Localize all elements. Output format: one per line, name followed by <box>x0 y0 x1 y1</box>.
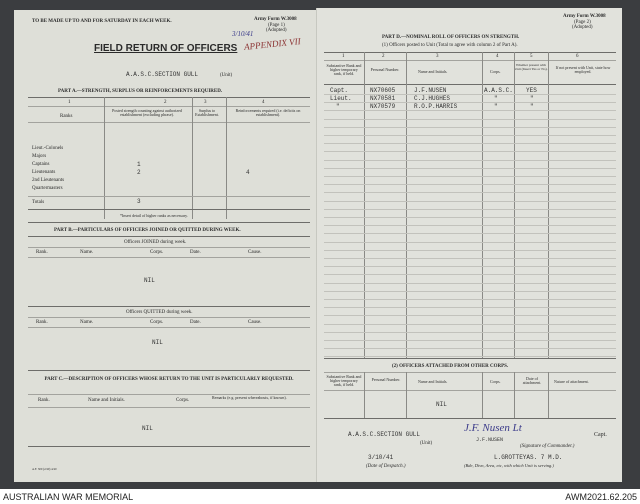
col-num: 1 <box>68 100 71 105</box>
rank-label: Majors <box>32 154 47 159</box>
roll-line <box>324 160 616 161</box>
rule <box>28 257 310 258</box>
roll-line <box>324 258 616 259</box>
attached-col-head: Name and Initials. <box>418 379 448 384</box>
rule <box>324 84 616 85</box>
roll-line <box>324 119 616 120</box>
col-divider <box>104 97 105 219</box>
row-corps: " <box>494 95 498 102</box>
joined-col-head: Cause. <box>248 250 262 255</box>
row-name: C.J.HUGHES <box>414 95 451 102</box>
roll-line <box>324 291 616 292</box>
col-head: Corps. <box>490 69 501 74</box>
footer-bar <box>0 489 640 504</box>
roll-line <box>324 94 616 95</box>
totals-value: 3 <box>137 198 141 205</box>
col-divider <box>364 52 365 358</box>
quitted-col-head: Corps. <box>150 320 164 325</box>
col-head-surplus: Surplus to Establishment. <box>195 108 219 117</box>
roll-line <box>324 151 616 152</box>
despatch-date-label: (Date of Despatch.) <box>366 464 406 469</box>
col-head-ranks: Ranks <box>60 114 73 119</box>
attached-col-head: Substantive Rank and higher temporary rank, if held. <box>326 374 362 387</box>
roll-line <box>324 250 616 251</box>
quitted-heading: Officers QUITTED during week. <box>126 310 193 315</box>
row-rank: Capt. <box>330 87 349 94</box>
unit-label: (Unit) <box>220 73 233 78</box>
rank-label: Quartermasters <box>32 186 63 191</box>
rule <box>28 327 310 328</box>
rule <box>324 358 616 359</box>
rule <box>28 222 310 223</box>
rule <box>28 196 310 197</box>
attached-nil: NIL <box>436 401 447 408</box>
roll-line <box>324 201 616 202</box>
page-label: (Page 1) <box>268 23 285 28</box>
roll-line <box>324 233 616 234</box>
col-divider <box>514 372 515 418</box>
form-title: FIELD RETURN OF OFFICERS <box>94 43 238 54</box>
part-d-heading: PART D.—NOMINAL ROLL OF OFFICERS ON STRENGTH. <box>382 35 520 40</box>
rank-label: Lieut.-Colonels <box>32 146 64 151</box>
roll-line <box>324 176 616 177</box>
despatch-date: 3/10/41 <box>368 454 394 461</box>
roll-line <box>324 324 616 325</box>
col-num: 2 <box>164 100 167 105</box>
part-c-col-head: Rank. <box>38 398 50 403</box>
row-corps: A.A.S.C. <box>484 87 513 94</box>
joined-col-head: Name. <box>80 250 94 255</box>
row-rank: " <box>336 103 340 110</box>
handwritten-date: 3/10/41 <box>232 30 254 38</box>
col-divider <box>406 372 407 418</box>
col-num: 2 <box>382 54 385 59</box>
col-head-posted: Posted strength counting against authorized establishment (excluding phrase). <box>112 108 182 117</box>
left-page <box>14 10 318 482</box>
joined-col-head: Date. <box>190 250 201 255</box>
col-divider <box>548 52 549 358</box>
roll-line <box>324 307 616 308</box>
col-divider <box>548 372 549 418</box>
col-head: Substantive Rank and higher temporary rank, if held. <box>326 63 362 76</box>
signature-label: (Signature of Commander.) <box>520 444 575 449</box>
col-head: Whether present with Unit (Insert Yes or No). <box>514 63 548 71</box>
roll-line <box>324 209 616 210</box>
col-divider <box>226 97 227 219</box>
roll-line <box>324 315 616 316</box>
row-rank: Lieut. <box>330 95 352 102</box>
printer-imprint: A.F. 300 (2/40) 4/40 <box>32 467 57 471</box>
adopted-label-2: (Adopted) <box>572 25 593 30</box>
roll-line <box>324 299 616 300</box>
posted-lieutenants: 2 <box>137 169 141 176</box>
commander-signature: J.F. Nusen Lt <box>464 422 522 434</box>
quitted-col-head: Name. <box>80 320 94 325</box>
attached-col-head: Date of attachment. <box>522 376 542 385</box>
roll-line <box>324 192 616 193</box>
attached-col-head: Corps. <box>490 379 501 384</box>
adopted-label: (Adopted) <box>266 28 287 33</box>
rule <box>28 106 310 107</box>
army-form-label-2: Army Form W.3008 <box>563 14 606 19</box>
rule <box>324 390 616 391</box>
col-divider <box>192 97 193 219</box>
roll-line <box>324 274 616 275</box>
part-c-col-head: Remarks (e.g. present whereabouts, if known). <box>212 395 287 400</box>
row-number: NX70581 <box>370 95 396 102</box>
col-divider <box>514 52 515 358</box>
joined-col-head: Rank. <box>36 250 48 255</box>
col-num: 1 <box>342 54 345 59</box>
row-present: " <box>530 103 534 110</box>
reinforcements-lieutenants: 4 <box>246 169 250 176</box>
row-number: NX70579 <box>370 103 396 110</box>
rule <box>28 236 310 237</box>
rule <box>28 247 310 248</box>
rule <box>324 418 616 419</box>
attached-heading: (2) OFFICERS ATTACHED FROM OTHER CORPS. <box>392 364 509 369</box>
roll-line <box>324 266 616 267</box>
row-number: NX70605 <box>370 87 396 94</box>
rule <box>324 52 616 53</box>
rule <box>28 407 310 408</box>
part-a-note: *Insert detail of higher ranks as necessary. <box>120 213 188 218</box>
part-d-subheading: (1) Officers posted to Unit (Total to agree with column 2 of Part A). <box>382 43 518 48</box>
part-c-col-head: Name and Initials. <box>88 398 125 403</box>
col-num: 3 <box>204 100 207 105</box>
joined-heading: Officers JOINED during week. <box>124 240 187 245</box>
col-divider <box>482 52 483 358</box>
quitted-nil: NIL <box>152 339 163 346</box>
rule <box>324 372 616 373</box>
col-divider <box>482 372 483 418</box>
part-a-heading: PART A.—STRENGTH, SURPLUS OR REINFORCEMENTS REQUIRED. <box>58 89 223 94</box>
rule <box>28 209 310 210</box>
roll-line <box>324 143 616 144</box>
roll-line <box>324 242 616 243</box>
roll-line <box>324 168 616 169</box>
col-head: Name and Initials. <box>418 69 448 74</box>
row-present: " <box>530 95 534 102</box>
top-note: TO BE MADE UP TO AND FOR SATURDAY IN EACH WEEK. <box>32 19 172 24</box>
rank-label: 2nd Lieutenants <box>32 178 65 183</box>
roll-line <box>324 217 616 218</box>
rule <box>28 370 310 371</box>
col-divider <box>406 52 407 358</box>
army-form-label: Army Form W.3008 <box>254 17 297 22</box>
row-corps: " <box>494 103 498 110</box>
quitted-col-head: Rank. <box>36 320 48 325</box>
quitted-col-head: Cause. <box>248 320 262 325</box>
appendix-stamp: APPENDIX VII <box>243 36 302 52</box>
totals-label: Totals <box>32 200 45 205</box>
rule <box>28 306 310 307</box>
joined-col-head: Corps. <box>150 250 164 255</box>
col-head-reinforcements: Reinforcements required (i.e. deficits on establishment). <box>235 108 301 117</box>
rule <box>28 317 310 318</box>
rule <box>324 60 616 61</box>
row-name: R.O.P.HARRIS <box>414 103 458 110</box>
roll-line <box>324 184 616 185</box>
roll-line <box>324 332 616 333</box>
attached-col-head: Personal Number. <box>371 377 401 382</box>
col-divider <box>364 372 365 418</box>
roll-line <box>324 340 616 341</box>
roll-line <box>324 348 616 349</box>
right-page <box>318 8 622 482</box>
posted-captains: 1 <box>137 161 141 168</box>
roll-line <box>324 225 616 226</box>
rule <box>28 122 310 123</box>
footer-credit: AUSTRALIAN WAR MEMORIAL <box>3 492 134 502</box>
col-num: 3 <box>436 54 439 59</box>
row-name: J.F.NUSEN <box>414 87 447 94</box>
rank-label: Captains <box>32 162 50 167</box>
unit-label-2: (Unit) <box>420 441 433 446</box>
page-label-2: (Page 2) <box>574 20 591 25</box>
roll-line <box>324 283 616 284</box>
unit-value: A.A.S.C.SECTION GULL <box>126 71 199 78</box>
quitted-col-head: Date. <box>190 320 201 325</box>
row-present: YES <box>526 87 537 94</box>
serving-place: L.GROTTEYAS. 7 M.D. <box>494 454 563 461</box>
part-c-heading: PART C.—DESCRIPTION OF OFFICERS WHOSE RETURN TO THE UNIT IS PARTICULARLY REQUESTED. <box>44 377 294 382</box>
serving-place-label: (Bde, Divn, Area, etc, with which Unit is serving.) <box>464 463 554 468</box>
roll-line <box>324 102 616 103</box>
part-b-heading: PART B.—PARTICULARS OF OFFICERS JOINED OR QUITTED DURING WEEK. <box>54 228 241 233</box>
col-head: If not present with Unit, state how employed. <box>555 65 611 74</box>
col-num: 4 <box>496 54 499 59</box>
col-num: 4 <box>262 100 265 105</box>
roll-line <box>324 135 616 136</box>
commander-rank: Capt. <box>594 432 607 438</box>
part-c-col-head: Corps. <box>176 398 190 403</box>
part-a-rule <box>28 97 310 98</box>
attached-col-head: Nature of attachment. <box>554 379 589 384</box>
col-num: 6 <box>576 54 579 59</box>
joined-nil: NIL <box>144 277 155 284</box>
col-head: Personal Number. <box>370 67 400 72</box>
rule <box>28 446 310 447</box>
unit-value-2: A.A.S.C.SECTION GULL <box>348 431 421 438</box>
rank-label: Lieutenants <box>32 170 56 175</box>
col-num: 5 <box>530 54 533 59</box>
roll-line <box>324 110 616 111</box>
roll-line <box>324 127 616 128</box>
part-c-nil: NIL <box>142 425 153 432</box>
commander-typed-name: J.F.NUSEN <box>476 437 504 443</box>
footer-accession: AWM2021.62.205 <box>565 492 637 502</box>
